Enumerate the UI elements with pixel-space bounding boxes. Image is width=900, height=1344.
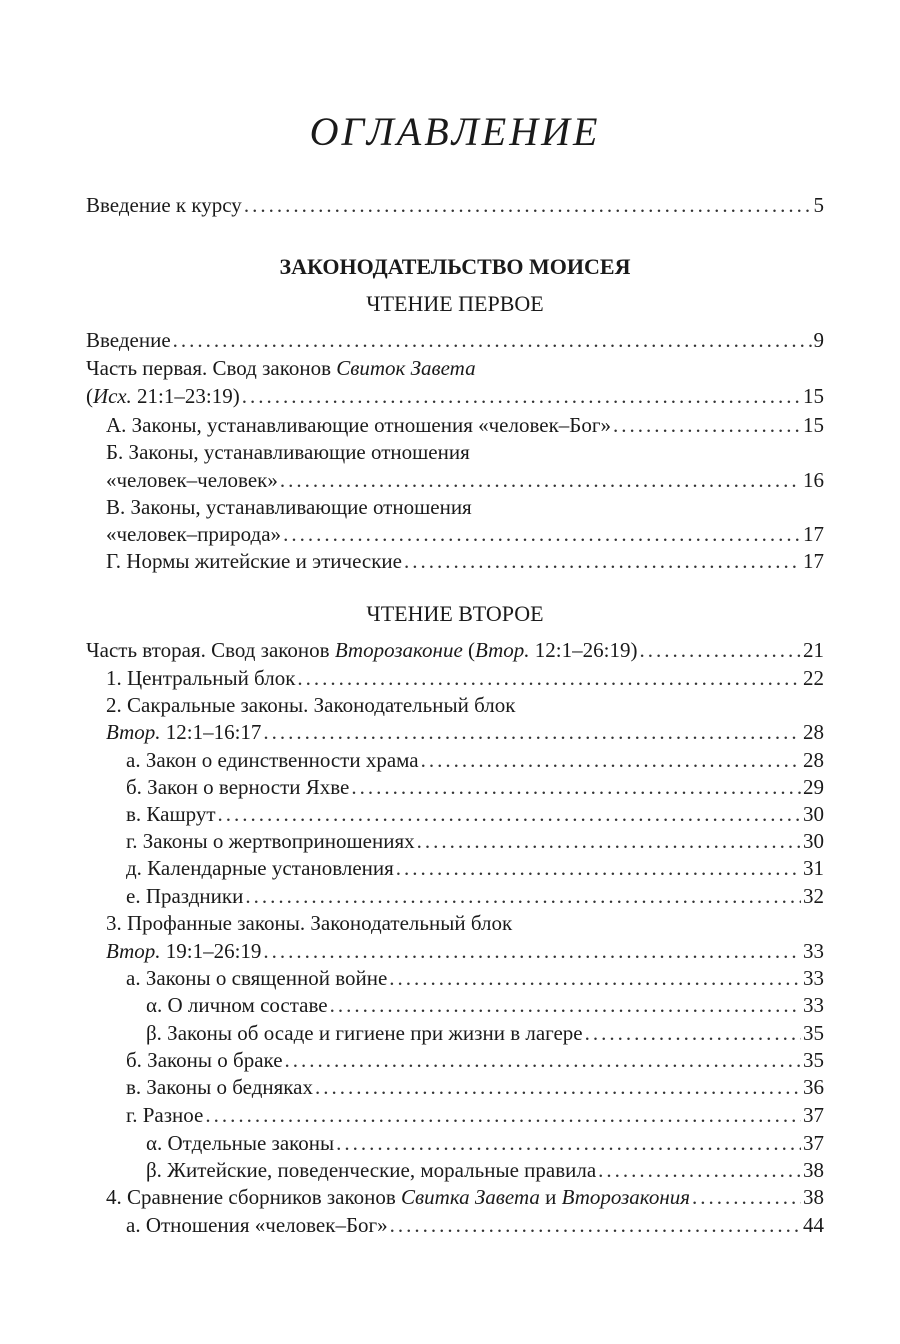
- toc-page-number: 29: [803, 775, 824, 799]
- toc-entry-label: а. Отношения «человек–Бог»: [126, 1213, 388, 1237]
- toc-entry-label: б. Законы о браке: [126, 1048, 283, 1072]
- toc-entry-label: β. Законы об осаде и гигиене при жизни в лагере: [146, 1021, 583, 1045]
- section-heading: ЗАКОНОДАТЕЛЬСТВО МОИСЕЯ: [279, 254, 631, 279]
- leader-dots: [598, 1156, 801, 1184]
- toc-entry-2-3g[interactable]: [126, 1101, 824, 1129]
- leader-dots: [404, 547, 801, 575]
- toc-entry-label: г. Законы о жертвоприношениях: [126, 829, 415, 853]
- toc-entry-label: 3. Профанные законы. Законодательный блок: [106, 911, 513, 935]
- leader-dots: [245, 882, 801, 910]
- toc-page-number: 44: [803, 1213, 824, 1237]
- toc-entry-label: А. Законы, устанавливающие отношения «человек–Бог»: [106, 413, 611, 437]
- toc-page-number: 32: [803, 884, 824, 908]
- leader-dots: [280, 466, 801, 494]
- toc-entry-2-2-title[interactable]: [106, 691, 515, 719]
- toc-entry-part-two[interactable]: [86, 636, 824, 664]
- toc-entry-2-3g-beta[interactable]: [146, 1156, 824, 1184]
- toc-entry-2-2v[interactable]: [126, 800, 824, 828]
- toc-entry-label: а. Законы о священной войне: [126, 966, 388, 990]
- toc-page-number: 21: [803, 638, 824, 662]
- toc-page-number: 37: [803, 1103, 824, 1127]
- leader-dots: [242, 382, 801, 410]
- toc-entry-course-intro[interactable]: [86, 191, 824, 219]
- toc-entry-2-2a[interactable]: [126, 746, 824, 774]
- table-of-contents: [86, 0, 824, 1344]
- toc-page-number: 33: [803, 993, 824, 1017]
- toc-entry-1b[interactable]: [106, 466, 824, 494]
- leader-dots: [417, 827, 801, 855]
- toc-page-number: 35: [803, 1021, 824, 1045]
- reading-heading-1: ЧТЕНИЕ ПЕРВОЕ: [366, 291, 544, 316]
- toc-page-number: 16: [803, 468, 824, 492]
- leader-dots: [218, 800, 801, 828]
- toc-entry-label: Часть первая. Свод законов: [86, 356, 337, 380]
- toc-entry-introduction[interactable]: [86, 326, 824, 354]
- leader-dots: [173, 326, 812, 354]
- toc-entry-2-3[interactable]: [106, 937, 824, 965]
- toc-entry-label: Втор. 19:1–26:19: [106, 939, 262, 963]
- toc-entry-part-one-title[interactable]: [86, 354, 476, 382]
- leader-dots: [205, 1101, 801, 1129]
- toc-entry-label: а. Закон о единственности храма: [126, 748, 419, 772]
- leader-dots: [585, 1019, 801, 1047]
- toc-entry-label: Втор. 12:1–16:17: [106, 720, 262, 744]
- toc-entry-2-4a[interactable]: [126, 1211, 824, 1239]
- toc-entry-label: (Исх. 21:1–23:19): [86, 384, 240, 408]
- leader-dots: [639, 636, 801, 664]
- toc-entry-label: д. Календарные установления: [126, 856, 394, 880]
- toc-entry-label: «человек–человек»: [106, 468, 278, 492]
- toc-entry-2-4[interactable]: [106, 1183, 824, 1211]
- leader-dots: [244, 191, 812, 219]
- toc-entry-label: в. Кашрут: [126, 802, 216, 826]
- toc-entry-label: β. Житейские, поведенческие, моральные правила: [146, 1158, 597, 1182]
- toc-entry-label: 2. Сакральные законы. Законодательный блок: [106, 693, 516, 717]
- toc-entry-2-3-title[interactable]: [106, 909, 512, 937]
- toc-page-number: 15: [803, 384, 824, 408]
- toc-entry-1v-title[interactable]: [106, 493, 472, 521]
- toc-entry-1b-title[interactable]: [106, 438, 470, 466]
- toc-entry-2-1[interactable]: [106, 664, 824, 692]
- toc-entry-2-2e[interactable]: [126, 882, 824, 910]
- toc-entry-2-2b[interactable]: [126, 773, 824, 801]
- leader-dots: [396, 854, 801, 882]
- toc-entry-label: е. Праздники: [126, 884, 244, 908]
- toc-page-number: 31: [803, 856, 824, 880]
- toc-entry-label: α. Отдельные законы: [146, 1131, 335, 1155]
- toc-entry-label: α. О личном составе: [146, 993, 328, 1017]
- toc-entry-label: г. Разное: [126, 1103, 204, 1127]
- toc-entry-1a[interactable]: [106, 411, 824, 439]
- toc-page-number: 15: [803, 413, 824, 437]
- leader-dots: [613, 411, 801, 439]
- leader-dots: [351, 773, 801, 801]
- toc-page-number: 36: [803, 1075, 824, 1099]
- leader-dots: [330, 991, 801, 1019]
- toc-entry-label: в. Законы о бедняках: [126, 1075, 313, 1099]
- leader-dots: [283, 520, 801, 548]
- toc-entry-label: Часть вторая. Свод законов Второзаконие (Втор. 12:1–26:19): [86, 638, 638, 662]
- toc-page-number: 33: [803, 966, 824, 990]
- toc-entry-2-3a-alpha[interactable]: [146, 991, 824, 1019]
- toc-page-number: 30: [803, 829, 824, 853]
- toc-page-number: 38: [803, 1158, 824, 1182]
- toc-entry-1g[interactable]: [106, 547, 824, 575]
- toc-page-number: 33: [803, 939, 824, 963]
- leader-dots: [315, 1073, 801, 1101]
- toc-entry-label: Г. Нормы житейские и этические: [106, 549, 402, 573]
- toc-entry-label: «человек–природа»: [106, 522, 282, 546]
- leader-dots: [692, 1183, 801, 1211]
- toc-page-number: 9: [813, 328, 824, 352]
- leader-dots: [263, 718, 801, 746]
- toc-entry-2-2g[interactable]: [126, 827, 824, 855]
- toc-page-number: 22: [803, 666, 824, 690]
- toc-entry-label: 4. Сравнение сборников законов Свитка Завета и Второзакония: [106, 1185, 690, 1209]
- toc-page-number: 5: [813, 193, 824, 217]
- leader-dots: [263, 937, 801, 965]
- toc-entry-part-one[interactable]: [86, 382, 824, 410]
- toc-entry-2-3v[interactable]: [126, 1073, 824, 1101]
- toc-entry-2-2d[interactable]: [126, 854, 824, 882]
- toc-page-number: 28: [803, 748, 824, 772]
- toc-entry-2-3b[interactable]: [126, 1046, 824, 1074]
- leader-dots: [421, 746, 801, 774]
- toc-page-number: 17: [803, 522, 824, 546]
- reading-heading-2: ЧТЕНИЕ ВТОРОЕ: [366, 601, 544, 626]
- toc-page-number: 30: [803, 802, 824, 826]
- toc-page-number: 37: [803, 1131, 824, 1155]
- toc-entry-label: б. Закон о верности Яхве: [126, 775, 350, 799]
- toc-entry-label: 1. Центральный блок: [106, 666, 296, 690]
- toc-entry-2-3a-beta[interactable]: [146, 1019, 824, 1047]
- toc-entry-2-2[interactable]: [106, 718, 824, 746]
- toc-entry-label-italic: Свиток Завета: [336, 356, 476, 380]
- toc-entry-1v[interactable]: [106, 520, 824, 548]
- page-title: ОГЛАВЛЕНИЕ: [309, 109, 601, 154]
- toc-page-number: 17: [803, 549, 824, 573]
- leader-dots: [389, 964, 801, 992]
- leader-dots: [336, 1129, 801, 1157]
- toc-entry-label: В. Законы, устанавливающие отношения: [106, 495, 472, 519]
- toc-entry-2-3g-alpha[interactable]: [146, 1129, 824, 1157]
- toc-page-number: 35: [803, 1048, 824, 1072]
- toc-page-number: 38: [803, 1185, 824, 1209]
- leader-dots: [390, 1211, 801, 1239]
- toc-entry-label: Введение к курсу: [86, 193, 242, 217]
- leader-dots: [285, 1046, 801, 1074]
- toc-page-number: 28: [803, 720, 824, 744]
- leader-dots: [297, 664, 801, 692]
- toc-entry-2-3a[interactable]: [126, 964, 824, 992]
- toc-entry-label: Введение: [86, 328, 171, 352]
- toc-entry-label: Б. Законы, устанавливающие отношения: [106, 440, 470, 464]
